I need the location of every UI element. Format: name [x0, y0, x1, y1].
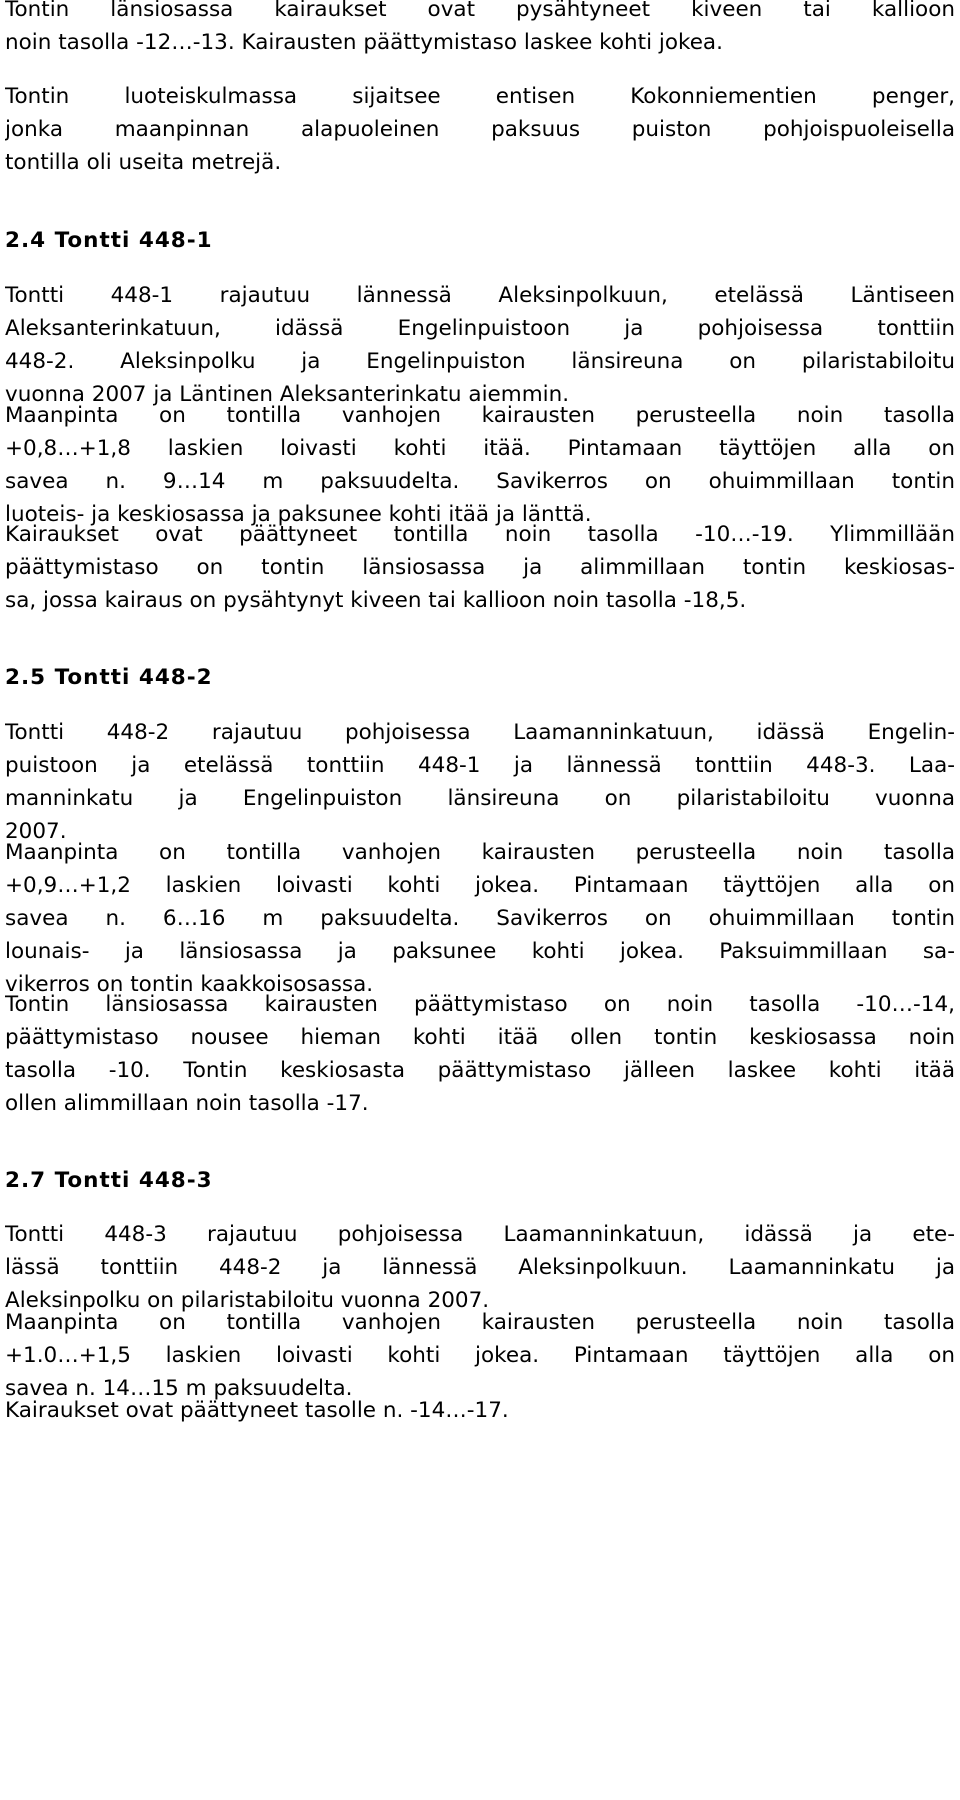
text-line: tontilla oli useita metrejä. [5, 150, 282, 175]
text-line: vuonna 2007 ja Läntinen Aleksanterinkatu aiemmin. [5, 382, 570, 407]
text-line: Kairaukset ovat päättyneet tontilla noin tasolla -10…-19. Ylimmillään [5, 522, 955, 547]
text-line: lounais- ja länsiosassa ja paksunee kohti jokea. Paksuimmillaan sa- [5, 939, 955, 964]
text-line: manninkatu ja Engelinpuiston länsireuna on pilaristabiloitu vuonna [5, 786, 955, 811]
text-line: puistoon ja etelässä tonttiin 448-1 ja lännessä tonttiin 448-3. Laa- [5, 753, 955, 778]
text-line: ollen alimmillaan noin tasolla -17. [5, 1091, 369, 1116]
section-2-4-paragraph-1 [5, 279, 955, 411]
section-2-5-paragraph-3 [5, 988, 955, 1120]
text-line: päättymistaso nousee hieman kohti itää ollen tontin keskiosassa noin [5, 1025, 955, 1050]
section-2-4-paragraph-2 [5, 399, 955, 531]
text-line: Kairaukset ovat päättyneet tasolle n. -14…-17. [5, 1398, 509, 1423]
text-line: Tontti 448-1 rajautuu lännessä Aleksinpolkuun, etelässä Läntiseen [5, 283, 955, 308]
text-line: Maanpinta on tontilla vanhojen kairausten perusteella noin tasolla [5, 403, 955, 428]
text-line: +0,8…+1,8 laskien loivasti kohti itää. Pintamaan täyttöjen alla on [5, 436, 955, 461]
intro-paragraph-2 [5, 80, 955, 179]
section-heading-2-5: 2.5 Tontti 448-2 [5, 665, 213, 690]
text-line: Tontti 448-2 rajautuu pohjoisessa Laamanninkatuun, idässä Engelin- [5, 720, 955, 745]
text-line: päättymistaso on tontin länsiosassa ja alimmillaan tontin keskiosas- [5, 555, 955, 580]
text-line: +1.0…+1,5 laskien loivasti kohti jokea. Pintamaan täyttöjen alla on [5, 1343, 955, 1368]
text-line: Aleksanterinkatuun, idässä Engelinpuistoon ja pohjoisessa tonttiin [5, 316, 955, 341]
text-line: +0,9…+1,2 laskien loivasti kohti jokea. Pintamaan täyttöjen alla on [5, 873, 955, 898]
section-heading-2-4: 2.4 Tontti 448-1 [5, 228, 213, 253]
section-2-7-paragraph-3 [5, 1394, 955, 1427]
section-2-5-paragraph-1 [5, 716, 955, 848]
text-line: Aleksinpolku on pilaristabiloitu vuonna 2007. [5, 1288, 490, 1313]
text-line: tasolla -10. Tontin keskiosasta päättymistaso jälleen laskee kohti itää [5, 1058, 955, 1083]
section-heading-2-7: 2.7 Tontti 448-3 [5, 1168, 213, 1193]
text-line: jonka maanpinnan alapuoleinen paksuus puiston pohjoispuoleisella [5, 117, 955, 142]
text-line: savea n. 6…16 m paksuudelta. Savikerros on ohuimmillaan tontin [5, 906, 955, 931]
section-2-4-paragraph-3 [5, 518, 955, 617]
text-line: Tontti 448-3 rajautuu pohjoisessa Laamanninkatuun, idässä ja ete- [5, 1222, 955, 1247]
text-line: Maanpinta on tontilla vanhojen kairausten perusteella noin tasolla [5, 840, 955, 865]
text-line: luoteis- ja keskiosassa ja paksunee kohti itää ja länttä. [5, 502, 592, 527]
text-line: 2007. [5, 819, 67, 844]
text-line: noin tasolla -12…-13. Kairausten päättymistaso laskee kohti jokea. [5, 30, 723, 55]
text-line: savea n. 9…14 m paksuudelta. Savikerros on ohuimmillaan tontin [5, 469, 955, 494]
text-line: Tontin luoteiskulmassa sijaitsee entisen Kokonniementien penger, [5, 84, 955, 109]
intro-paragraph-1 [5, 0, 955, 59]
text-line: 448-2. Aleksinpolku ja Engelinpuiston länsireuna on pilaristabiloitu [5, 349, 955, 374]
text-line: vikerros on tontin kaakkoisosassa. [5, 972, 374, 997]
text-line: Tontin länsiosassa kairausten päättymistaso on noin tasolla -10…-14, [5, 992, 955, 1017]
text-line: sa, jossa kairaus on pysähtynyt kiveen tai kallioon noin tasolla -18,5. [5, 588, 747, 613]
section-2-7-paragraph-1 [5, 1218, 955, 1317]
section-2-5-paragraph-2 [5, 836, 955, 1001]
text-line: savea n. 14…15 m paksuudelta. [5, 1376, 353, 1401]
section-2-7-paragraph-2 [5, 1306, 955, 1405]
text-line: Maanpinta on tontilla vanhojen kairausten perusteella noin tasolla [5, 1310, 955, 1335]
text-line: Tontin länsiosassa kairaukset ovat pysähtyneet kiveen tai kallioon [5, 0, 955, 22]
text-line: lässä tonttiin 448-2 ja lännessä Aleksinpolkuun. Laamanninkatu ja [5, 1255, 955, 1280]
